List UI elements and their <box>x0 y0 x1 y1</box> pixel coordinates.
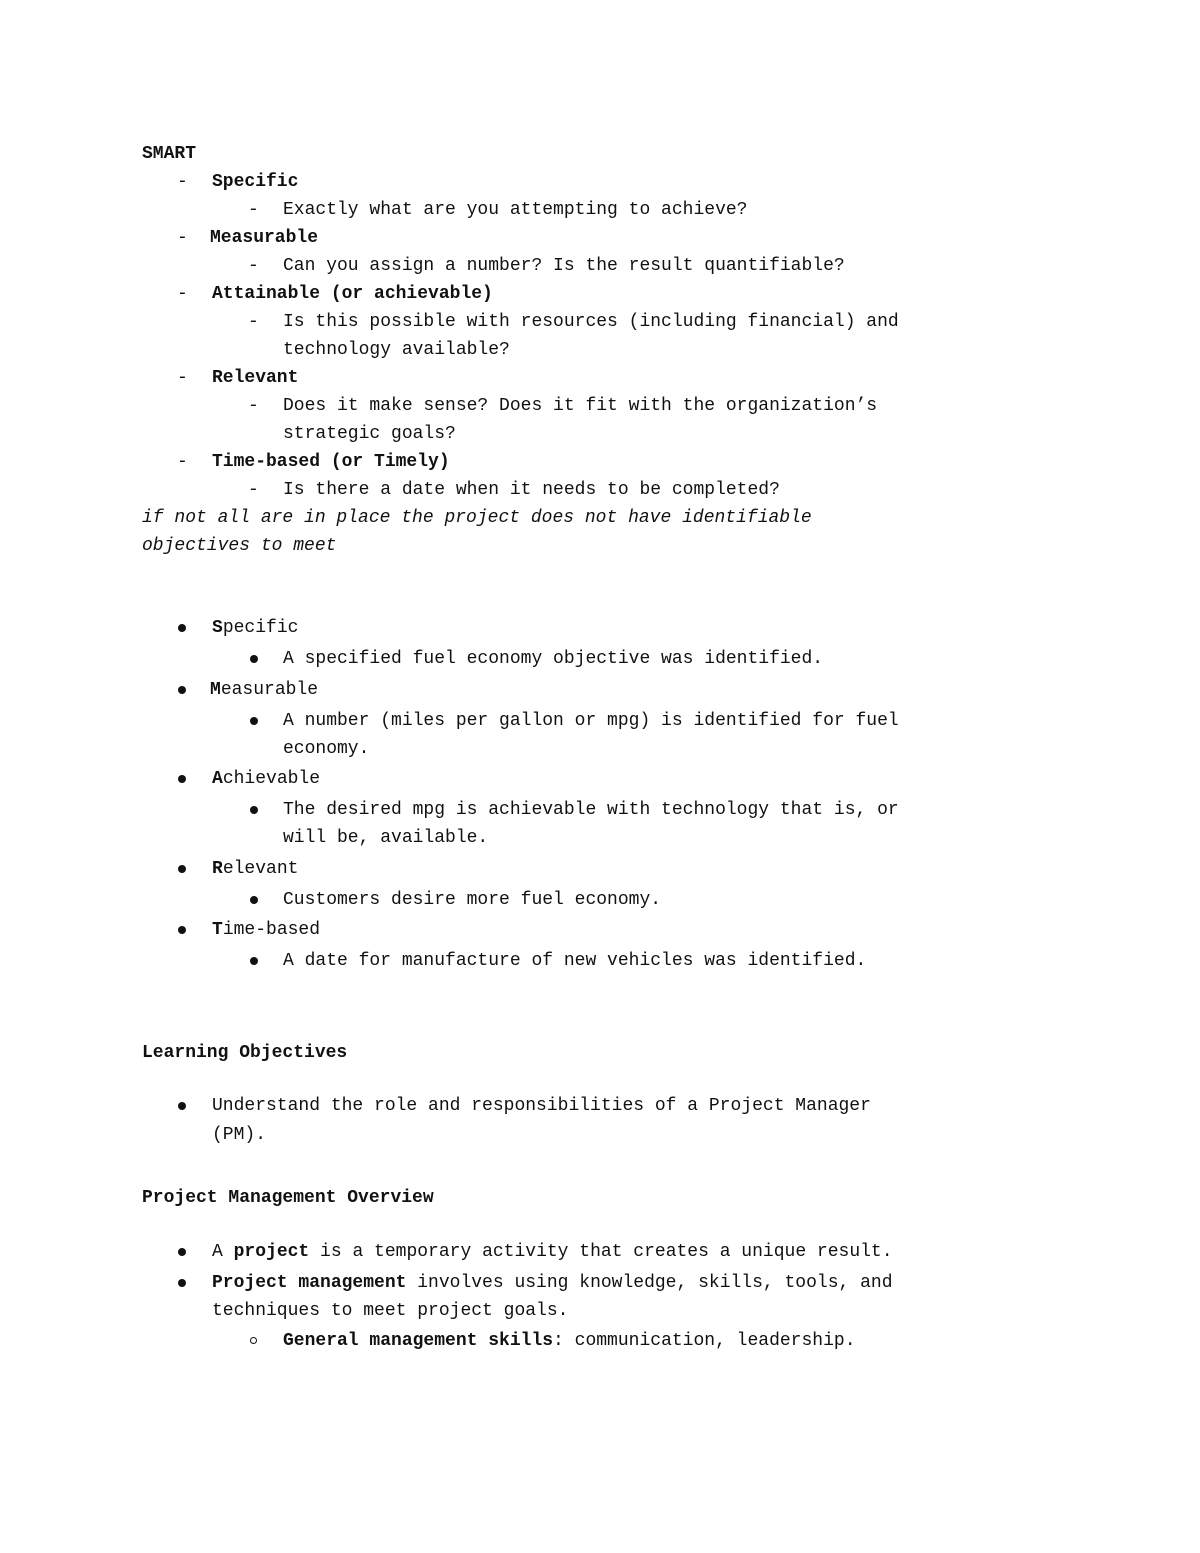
smart-desc-measurable: Can you assign a number? Is the result quantifiable? <box>283 256 845 276</box>
bullet-dot <box>178 865 186 873</box>
bullet-dot <box>178 686 186 694</box>
example-term-initial: A <box>212 769 223 789</box>
smart-term-specific: Specific <box>212 172 299 192</box>
dash-marker: - <box>248 480 259 500</box>
example-term-rest: pecific <box>222 618 299 638</box>
example-term-time-based <box>212 918 320 942</box>
example-term-rest: elevant <box>222 859 299 879</box>
example-sub-measurable-line2: economy. <box>283 739 370 759</box>
smart-term-measurable: Measurable <box>210 228 319 248</box>
learning-item-line1: Understand the role and responsibilities of a Project Manager <box>212 1096 871 1116</box>
overview-term-project-management: Project management <box>212 1273 407 1293</box>
smart-term-relevant: Relevant <box>212 368 299 388</box>
example-term-initial: S <box>212 618 223 638</box>
dash-marker: - <box>177 368 188 388</box>
bullet-dot <box>178 926 186 934</box>
smart-term-time-based: Time-based (or Timely) <box>212 452 450 472</box>
overview-term-general-skills: General management skills <box>283 1331 554 1351</box>
bullet-dot <box>178 1248 186 1256</box>
smart-desc-specific: Exactly what are you attempting to achieve? <box>283 200 748 220</box>
overview-item-prefix: A <box>212 1242 234 1262</box>
smart-title: SMART <box>142 144 197 164</box>
overview-term-project: project <box>233 1242 310 1262</box>
example-term-rest: easurable <box>220 680 319 700</box>
learning-item-line2: (PM). <box>212 1125 267 1145</box>
example-term-measurable <box>210 678 318 702</box>
smart-desc-relevant-line2: strategic goals? <box>283 424 456 444</box>
bullet-dot <box>250 655 258 663</box>
dash-marker: - <box>177 452 188 472</box>
example-sub-achievable-line1: The desired mpg is achievable with technology that is, or <box>283 800 899 820</box>
dash-marker: - <box>248 312 259 332</box>
example-term-initial: R <box>212 859 223 879</box>
example-term-initial: T <box>212 920 223 940</box>
smart-desc-attainable-line1: Is this possible with resources (including financial) and <box>283 312 899 332</box>
overview-heading: Project Management Overview <box>142 1188 434 1208</box>
overview-item-pm-line1 <box>212 1271 893 1295</box>
example-term-specific <box>212 616 298 640</box>
bullet-dot <box>178 624 186 632</box>
bullet-dot <box>178 1279 186 1287</box>
overview-item-text: is a temporary activity that creates a unique result. <box>309 1242 893 1262</box>
example-term-relevant <box>212 857 298 881</box>
smart-note-line2: objectives to meet <box>142 536 337 556</box>
dash-marker: - <box>177 228 188 248</box>
smart-desc-relevant-line1: Does it make sense? Does it fit with the organization’s <box>283 396 878 416</box>
circle-bullet <box>250 1337 257 1344</box>
bullet-dot <box>250 806 258 814</box>
overview-subitem-general-skills <box>283 1329 856 1353</box>
bullet-dot <box>250 717 258 725</box>
overview-item-text: involves using knowledge, skills, tools, and <box>406 1273 893 1293</box>
example-sub-measurable-line1: A number (miles per gallon or mpg) is identified for fuel <box>283 711 899 731</box>
example-sub-achievable-line2: will be, available. <box>283 828 489 848</box>
bullet-dot <box>178 775 186 783</box>
smart-note-line1: if not all are in place the project does not have identifiable <box>142 508 812 528</box>
overview-item-pm-line2: techniques to meet project goals. <box>212 1301 569 1321</box>
example-sub-relevant: Customers desire more fuel economy. <box>283 890 662 910</box>
example-term-rest: chievable <box>222 769 321 789</box>
dash-marker: - <box>248 396 259 416</box>
dash-marker: - <box>177 172 188 192</box>
dash-marker: - <box>248 256 259 276</box>
example-sub-time-based: A date for manufacture of new vehicles was identified. <box>283 951 867 971</box>
example-sub-specific: A specified fuel economy objective was identified. <box>283 649 824 669</box>
bullet-dot <box>178 1102 186 1110</box>
dash-marker: - <box>177 284 188 304</box>
example-term-initial: M <box>210 680 221 700</box>
example-term-achievable <box>212 767 320 791</box>
learning-heading: Learning Objectives <box>142 1043 348 1063</box>
overview-item-project <box>212 1240 893 1264</box>
dash-marker: - <box>248 200 259 220</box>
smart-desc-attainable-line2: technology available? <box>283 340 510 360</box>
example-term-rest: ime-based <box>222 920 321 940</box>
smart-term-attainable: Attainable (or achievable) <box>212 284 493 304</box>
overview-subitem-text: : communication, leadership. <box>553 1331 856 1351</box>
bullet-dot <box>250 896 258 904</box>
bullet-dot <box>250 957 258 965</box>
smart-desc-time-based: Is there a date when it needs to be completed? <box>283 480 780 500</box>
